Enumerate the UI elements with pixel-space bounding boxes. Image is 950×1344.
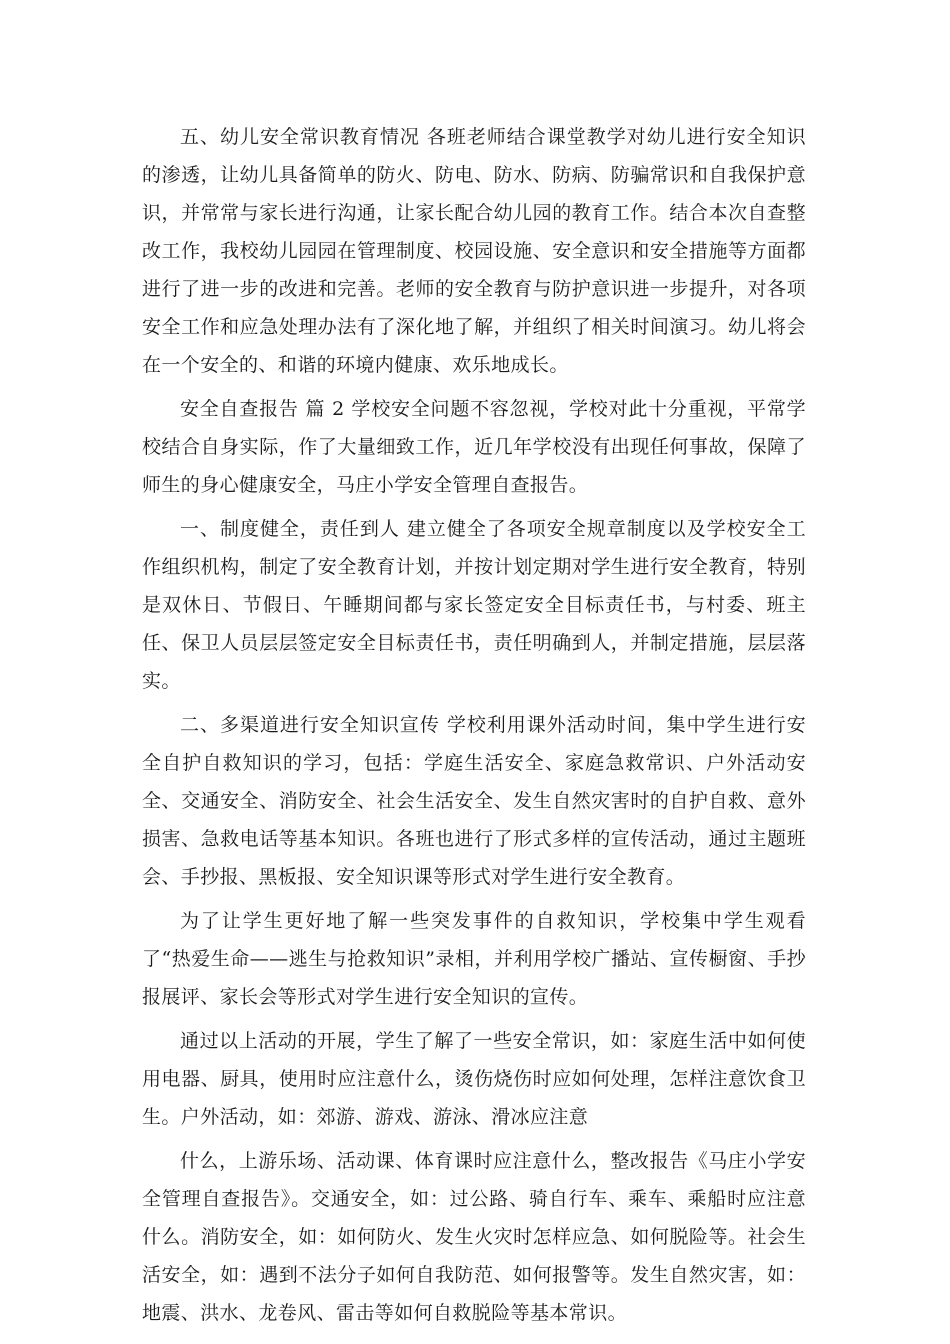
paragraph-knowledge-promotion: 二、多渠道进行安全知识宣传 学校利用课外活动时间，集中学生进行安全自护自救知识的学习，包括：学庭生活安全、家庭急救常识、户外活动安全、交通安全、消防安全、社会生活安全、发生自然灾害时的自护自救、意外损害、急救电话等基本知识。各班也进行了形式多样的宣传活动，通过主题班会、手抄报、黑板报、安全知识课等形式对学生进行安全教育。: [142, 714, 806, 888]
paragraph-activity-results: 通过以上活动的开展，学生了解了一些安全常识，如：家庭生活中如何使用电器、厨具，使用时应注意什么，烫伤烧伤时应如何处理，怎样注意饮食卫生。户外活动，如：郊游、游戏、游泳、滑冰应注意: [142, 1030, 806, 1128]
paragraph-report-intro: 安全自查报告 篇 2 学校安全问题不容忽视，学校对此十分重视，平常学校结合自身实际，作了大量细致工作，近几年学校没有出现任何事故，保障了师生的身心健康安全，马庄小学安全管理自查报告。: [142, 398, 806, 496]
paragraph-system-responsibility: 一、制度健全，责任到人 建立健全了各项安全规章制度以及学校安全工作组织机构，制定了安全教育计划，并按计划定期对学生进行安全教育，特别是双休日、节假日、午睡期间都与家长签定安全目标责任书，与村委、班主任、保卫人员层层签定安全目标责任书，责任明确到人，并制定措施，层层落实。: [142, 518, 806, 692]
paragraph-safety-examples: 什么，上游乐场、活动课、体育课时应注意什么，整改报告《马庄小学安全管理自查报告》。交通安全，如：过公路、骑自行车、乘车、乘船时应注意什么。消防安全，如：如何防火、发生火灾时怎样应急、如何脱险等。社会生活安全，如：遇到不法分子如何自我防范、如何报警等。发生自然灾害，如：地震、洪水、龙卷风、雷击等如何自救脱险等基本常识。: [142, 1150, 806, 1324]
paragraph-kindergarten-safety: 五、幼儿安全常识教育情况 各班老师结合课堂教学对幼儿进行安全知识的渗透，让幼儿具备简单的防火、防电、防水、防病、防骗常识和自我保护意识，并常常与家长进行沟通，让家长配合幼儿园的教育工作。结合本次自查整改工作，我校幼儿园园在管理制度、校园设施、安全意识和安全措施等方面都进行了进一步的改进和完善。老师的安全教育与防护意识进一步提升，对各项安全工作和应急处理办法有了深化地了解，并组织了相关时间演习。幼儿将会在一个安全的、和谐的环境内健康、欢乐地成长。: [142, 126, 806, 376]
paragraph-emergency-knowledge: 为了让学生更好地了解一些突发事件的自救知识，学校集中学生观看了“热爱生命——逃生与抢救知识”录相，并利用学校广播站、宣传橱窗、手抄报展评、家长会等形式对学生进行安全知识的宣传。: [142, 910, 806, 1008]
document-body: [142, 118, 806, 1338]
